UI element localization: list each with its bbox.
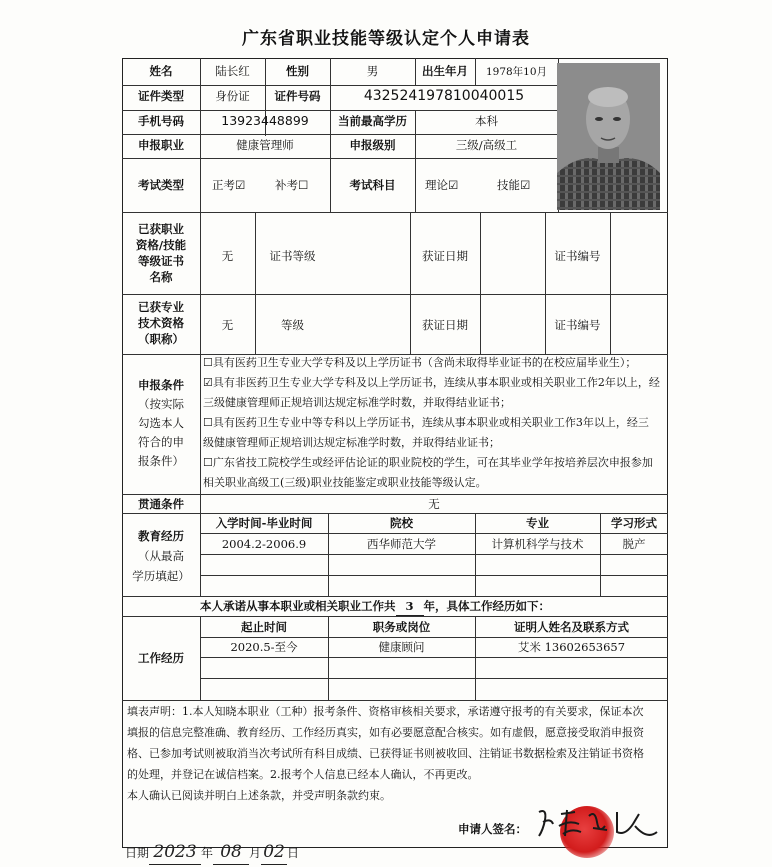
date-month: 08 xyxy=(213,841,249,865)
declaration-line-3: 格、已参加考试则被取消当次考试所有科目成绩、已获得证书则被收回、注销证书数据检索及注销证书资格 xyxy=(127,747,644,760)
phone-value: 13923448899 xyxy=(221,113,309,128)
date-day: 02 xyxy=(261,841,287,865)
cert-label-1: 已获职业 xyxy=(138,222,184,236)
signing-date: 日期 2023 年 08 月 02 日 xyxy=(125,841,299,865)
work-row-position: 健康顾问 xyxy=(378,640,425,654)
job-label: 申报职业 xyxy=(138,138,184,152)
edu-row-period: 2004.2-2006.9 xyxy=(221,537,307,551)
bridge-label: 贯通条件 xyxy=(138,497,184,511)
form-title: 广东省职业技能等级认定个人申请表 xyxy=(242,29,530,49)
work-header-position: 职务或岗位 xyxy=(372,620,431,634)
edu-row-major: 计算机科学与技术 xyxy=(491,537,584,551)
edu-header-school: 院校 xyxy=(390,516,413,530)
edu-section-label-1: 教育经历 xyxy=(138,529,184,543)
edu-header-period: 入学时间-毕业时间 xyxy=(215,516,313,530)
gender-value: 男 xyxy=(366,64,379,78)
tech-label-3: （职称） xyxy=(138,332,184,346)
condition-option-2-cont: 三级健康管理师正规培训达规定标准学时数，并取得结业证书； xyxy=(203,396,511,409)
declaration-line-1: 填表声明：1.本人知晓本职业（工种）报考条件、资格审核相关要求，承诺遵守报考的有关要求，保证本次 xyxy=(127,705,644,718)
bridge-value: 无 xyxy=(428,497,440,511)
condition-option-4-cont: 相关职业高级工(三级)职业技能鉴定或职业技能等级认定。 xyxy=(203,476,487,489)
idtype-label: 证件类型 xyxy=(138,89,184,103)
job-value: 健康管理师 xyxy=(236,138,294,152)
tech-label-1: 已获专业 xyxy=(138,300,184,314)
tech-grade-label: 等级 xyxy=(281,318,304,332)
tech-no-label: 证书编号 xyxy=(554,318,601,332)
birth-value: 1978年10月 xyxy=(485,66,548,78)
edu-row-mode: 脱产 xyxy=(622,537,646,551)
edu-header-mode: 学习形式 xyxy=(611,516,657,530)
phone-label: 手机号码 xyxy=(138,114,184,128)
exam-subject-label: 考试科目 xyxy=(349,178,396,192)
cert-label-3: 等级证书 xyxy=(138,254,184,268)
tech-value: 无 xyxy=(221,318,234,332)
exam-skill-checkbox[interactable]: 技能☑ xyxy=(497,178,531,192)
cert-date-label: 获证日期 xyxy=(422,249,468,263)
condition-option-1[interactable]: ☐具有医药卫生专业大学专科及以上学历证书（含尚未取得毕业证书的在校应届毕业生）； xyxy=(203,356,637,369)
level-label: 申报级别 xyxy=(349,138,396,152)
conditions-label-2: （按实际 xyxy=(138,397,184,411)
edu-header-major: 专业 xyxy=(526,516,549,530)
condition-option-2[interactable]: ☑具有非医药卫生专业大学专科及以上学历证书，连续从事本职业或相关职业工作2年以上，经 xyxy=(203,376,660,389)
conditions-label-4: 符合的申 xyxy=(138,435,184,449)
work-row-period: 2020.5-至今 xyxy=(230,640,298,654)
work-section-label: 工作经历 xyxy=(138,651,184,665)
name-label: 姓名 xyxy=(149,64,173,78)
exam-theory-checkbox[interactable]: 理论☑ xyxy=(425,178,459,192)
edu-value: 本科 xyxy=(475,114,498,128)
condition-option-3[interactable]: ☐具有医药卫生专业中等专科以上学历证书，连续从事本职业或相关职业工作3年以上，经三 xyxy=(203,416,649,429)
work-header-reference: 证明人姓名及联系方式 xyxy=(514,620,629,634)
applicant-signature xyxy=(535,806,660,842)
exam-type-label: 考试类型 xyxy=(138,178,184,192)
condition-option-3-cont: 级健康管理师正规培训达规定标准学时数，并取得结业证书； xyxy=(203,436,500,449)
idtype-value: 身份证 xyxy=(215,89,250,103)
declaration-line-4: 的处理，并登记在诚信档案。2.报考个人信息已经本人确认，不再更改。 xyxy=(127,768,479,781)
edu-section-label-3: 学历填起） xyxy=(132,569,190,583)
exam-first-checkbox[interactable]: 正考☑ xyxy=(212,178,246,192)
conditions-label-1: 申报条件 xyxy=(138,378,184,392)
edu-row-school: 西华师范大学 xyxy=(367,537,436,551)
signer-label: 申请人签名： xyxy=(458,822,527,836)
tech-label-2: 技术资格 xyxy=(138,316,184,330)
declaration-line-2: 填报的信息完整准确、教育经历、工作经历真实，如有必要愿意配合核实。如有虚假，愿意接受取消申报资 xyxy=(127,726,644,739)
exam-retake-checkbox[interactable]: 补考☐ xyxy=(275,178,309,192)
level-value: 三级/高级工 xyxy=(455,138,518,152)
work-row-reference: 艾米 13602653657 xyxy=(517,640,626,654)
cert-label-4: 名称 xyxy=(149,270,173,284)
condition-option-4[interactable]: ☐广东省技工院校学生或经评估论证的职业院校的学生，可在其毕业学年按培养层次申报参加 xyxy=(203,456,653,469)
work-years-value: 3 xyxy=(396,599,424,616)
gender-label: 性别 xyxy=(286,64,309,78)
edu-label: 当前最高学历 xyxy=(338,114,407,128)
date-year: 2023 xyxy=(149,841,201,865)
edu-section-label-2: （从最高 xyxy=(138,549,184,563)
work-years-statement: 本人承诺从事本职业或相关职业工作共 3 年，具体工作经历如下： xyxy=(200,599,550,616)
birth-label: 出生年月 xyxy=(422,64,468,78)
work-header-period: 起止时间 xyxy=(241,620,287,634)
cert-no-label: 证书编号 xyxy=(554,249,601,263)
applicant-photo xyxy=(557,63,660,210)
idno-label: 证件号码 xyxy=(274,89,321,103)
declaration-line-5: 本人确认已阅读并明白上述条款，并受声明条款约束。 xyxy=(127,789,391,802)
conditions-label-3: 勾选本人 xyxy=(138,416,184,430)
tech-date-label: 获证日期 xyxy=(422,318,468,332)
idno-value: 432524197810040015 xyxy=(363,88,525,104)
cert-value: 无 xyxy=(221,249,234,263)
name-value: 陆长红 xyxy=(215,64,250,78)
cert-label-2: 资格/技能 xyxy=(135,238,187,252)
conditions-label-5: 报条件） xyxy=(138,454,184,468)
cert-grade-label: 证书等级 xyxy=(269,249,316,263)
